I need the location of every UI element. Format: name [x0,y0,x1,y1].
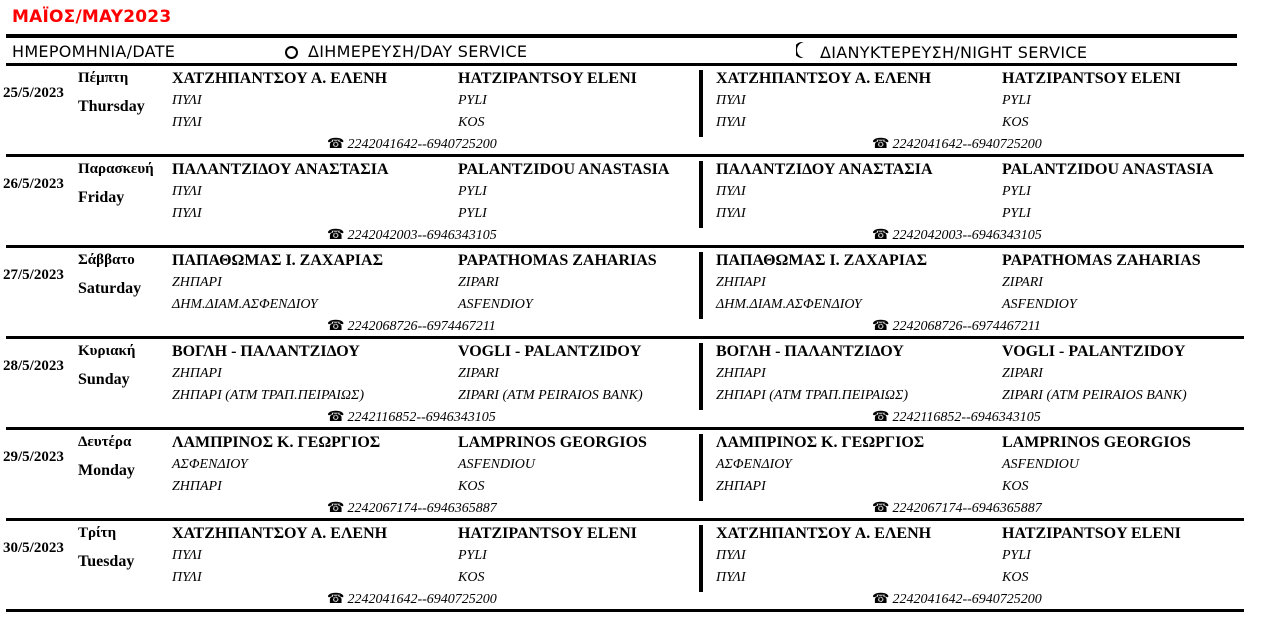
day-address-2-english: KOS [458,570,485,585]
header-date: ΗΜΕΡΟΜΗΝΙΑ/DATE [12,42,176,61]
row-date: 27/5/2023 [3,267,64,283]
day-phone-number: 2242116852--6946343105 [347,410,496,425]
day-pharmacy-name-greek: ΠΑΠΑΘΩΜΑΣ Ι. ΖΑΧΑΡΙΑΣ [172,252,384,269]
day-address-2-english: KOS [458,115,485,130]
night-address-1-english: PYLI [1002,548,1031,563]
night-phone-number: 2242116852--6946343105 [892,410,1041,425]
night-address-2-greek: ΠΥΛΙ [716,570,746,585]
night-pharmacy-name-greek: ΧΑΤΖΗΠΑΝΤΣΟΥ Α. ΕΛΕΝΗ [716,525,932,542]
night-phone [872,318,1041,335]
day-address-1-english: PYLI [458,184,487,199]
header-top-rule [6,34,1237,38]
day-address-2-english: ZIPARI (ATM PEIRAIOS BANK) [458,388,643,403]
night-address-2-english: PYLI [1002,206,1031,221]
night-phone [872,136,1042,153]
row-date: 26/5/2023 [3,176,64,192]
day-pharmacy-name-english: PALANTZIDOU ANASTASIA [458,161,670,178]
day-pharmacy-name-english: PAPATHOMAS ZAHARIAS [458,252,657,269]
row-day-english: Tuesday [78,553,135,570]
night-phone-number: 2242041642--6940725200 [892,137,1042,152]
night-phone-number: 2242067174--6946365887 [892,501,1042,516]
day-phone-number: 2242041642--6940725200 [347,137,497,152]
telephone-icon: ☎ [872,137,890,152]
row-date: 30/5/2023 [3,540,64,556]
night-address-2-greek: ΖΗΠΑΡΙ [716,479,766,494]
day-address-1-greek: ΑΣΦΕΝΔΙΟΥ [172,457,248,472]
row-day-english: Thursday [78,98,145,115]
day-address-1-greek: ΠΥΛΙ [172,184,202,199]
night-address-1-greek: ΑΣΦΕΝΔΙΟΥ [716,457,792,472]
night-pharmacy-name-greek: ΒΟΓΛΗ - ΠΑΛΑΝΤΖΙΔΟΥ [716,343,904,360]
telephone-icon: ☎ [327,501,345,516]
day-address-1-english: ZIPARI [458,275,499,290]
day-phone [327,409,496,426]
row-date: 28/5/2023 [3,358,64,374]
day-address-2-english: KOS [458,479,485,494]
day-phone [327,591,497,608]
night-pharmacy-name-greek: ΠΑΛΑΝΤΖΙΔΟΥ ΑΝΑΣΤΑΣΙΑ [716,161,933,178]
header-day-service-label: ΔΙΗΜΕΡΕΥΣΗ/DAY SERVICE [308,42,528,61]
column-divider [699,343,703,410]
night-address-1-english: ASFENDIOU [1002,457,1079,472]
night-phone-number: 2242042003--6946343105 [892,228,1042,243]
telephone-icon: ☎ [327,319,345,334]
night-address-2-english: KOS [1002,570,1029,585]
day-pharmacy-name-english: HATZIPANTSOY ELENI [458,70,637,87]
row-day-greek: Σάββατο [78,252,135,268]
night-address-1-greek: ΖΗΠΑΡΙ [716,275,766,290]
night-address-2-english: ASFENDIOY [1002,297,1077,312]
night-address-1-greek: ΖΗΠΑΡΙ [716,366,766,381]
table-row [0,521,1265,612]
night-address-1-english: PYLI [1002,184,1031,199]
telephone-icon: ☎ [872,592,890,607]
header-night-service-label: ΔΙΑΝΥΚΤΕΡΕΥΣΗ/NIGHT SERVICE [820,43,1088,62]
night-address-1-greek: ΠΥΛΙ [716,548,746,563]
night-pharmacy-name-greek: ΧΑΤΖΗΠΑΝΤΣΟΥ Α. ΕΛΕΝΗ [716,70,932,87]
day-address-2-greek: ΠΥΛΙ [172,115,202,130]
night-phone [872,591,1042,608]
row-day-english: Friday [78,189,125,206]
telephone-icon: ☎ [327,410,345,425]
night-address-1-english: ZIPARI [1002,366,1043,381]
row-day-greek: Παρασκευή [78,161,154,177]
row-date: 25/5/2023 [3,85,64,101]
day-address-2-english: PYLI [458,206,487,221]
sun-circle-icon [285,46,298,59]
day-phone [327,136,497,153]
telephone-icon: ☎ [327,137,345,152]
day-pharmacy-name-greek: ΧΑΤΖΗΠΑΝΤΣΟΥ Α. ΕΛΕΝΗ [172,70,388,87]
column-divider [699,525,703,592]
day-address-2-greek: ΔΗΜ.ΔΙΑΜ.ΑΣΦΕΝΔΙΟΥ [172,297,318,312]
night-address-2-english: ZIPARI (ATM PEIRAIOS BANK) [1002,388,1187,403]
telephone-icon: ☎ [327,592,345,607]
night-pharmacy-name-english: HATZIPANTSOY ELENI [1002,525,1181,542]
night-address-2-greek: ΔΗΜ.ΔΙΑΜ.ΑΣΦΕΝΔΙΟΥ [716,297,862,312]
telephone-icon: ☎ [872,228,890,243]
day-address-1-english: ZIPARI [458,366,499,381]
day-address-1-greek: ΠΥΛΙ [172,548,202,563]
day-pharmacy-name-greek: ΧΑΤΖΗΠΑΝΤΣΟΥ Α. ΕΛΕΝΗ [172,525,388,542]
day-address-1-english: PYLI [458,548,487,563]
night-phone-number: 2242068726--6974467211 [892,319,1041,334]
column-divider [699,70,703,137]
telephone-icon: ☎ [327,228,345,243]
column-divider [699,161,703,228]
row-day-english: Saturday [78,280,142,297]
day-address-2-greek: ΠΥΛΙ [172,206,202,221]
day-pharmacy-name-greek: ΛΑΜΠΡΙΝΟΣ Κ. ΓΕΩΡΓΙΟΣ [172,434,381,451]
day-phone-number: 2242042003--6946343105 [347,228,497,243]
header-night-service [796,42,1087,62]
night-address-2-greek: ΖΗΠΑΡΙ (ΑΤΜ ΤΡΑΠ.ΠΕΙΡΑΙΩΣ) [716,388,909,403]
night-phone-number: 2242041642--6940725200 [892,592,1042,607]
day-address-1-greek: ΖΗΠΑΡΙ [172,366,222,381]
day-phone [327,318,496,335]
night-address-2-greek: ΠΥΛΙ [716,115,746,130]
crescent-moon-icon [796,42,812,60]
night-address-2-greek: ΠΥΛΙ [716,206,746,221]
night-pharmacy-name-english: HATZIPANTSOY ELENI [1002,70,1181,87]
row-day-greek: Δευτέρα [78,434,132,450]
telephone-icon: ☎ [872,319,890,334]
night-address-1-english: ZIPARI [1002,275,1043,290]
night-pharmacy-name-english: VOGLI - PALANTZIDOY [1002,343,1186,360]
row-separator [6,609,1244,612]
day-phone-number: 2242067174--6946365887 [347,501,497,516]
column-divider [699,434,703,501]
row-day-greek: Τρίτη [78,525,117,541]
column-divider [699,252,703,319]
day-pharmacy-name-greek: ΒΟΓΛΗ - ΠΑΛΑΝΤΖΙΔΟΥ [172,343,360,360]
day-address-2-greek: ΠΥΛΙ [172,570,202,585]
day-pharmacy-name-english: VOGLI - PALANTZIDOY [458,343,642,360]
row-day-greek: Κυριακή [78,343,136,359]
page-title: ΜΑΪΟΣ/MAY2023 [12,7,172,27]
header-day-service [285,42,527,61]
night-address-1-english: PYLI [1002,93,1031,108]
night-phone [872,227,1042,244]
day-address-2-greek: ΖΗΠΑΡΙ [172,479,222,494]
day-address-1-english: PYLI [458,93,487,108]
day-pharmacy-name-english: HATZIPANTSOY ELENI [458,525,637,542]
telephone-icon: ☎ [872,410,890,425]
day-phone-number: 2242068726--6974467211 [347,319,496,334]
day-address-1-english: ASFENDIOU [458,457,535,472]
day-pharmacy-name-english: LAMPRINOS GEORGIOS [458,434,647,451]
day-address-2-greek: ΖΗΠΑΡΙ (ΑΤΜ ΤΡΑΠ.ΠΕΙΡΑΙΩΣ) [172,388,365,403]
telephone-icon: ☎ [872,501,890,516]
day-address-2-english: ASFENDIOY [458,297,533,312]
day-address-1-greek: ΠΥΛΙ [172,93,202,108]
night-phone [872,409,1041,426]
night-pharmacy-name-greek: ΠΑΠΑΘΩΜΑΣ Ι. ΖΑΧΑΡΙΑΣ [716,252,928,269]
row-day-greek: Πέμπτη [78,70,129,86]
day-pharmacy-name-greek: ΠΑΛΑΝΤΖΙΔΟΥ ΑΝΑΣΤΑΣΙΑ [172,161,389,178]
night-address-1-greek: ΠΥΛΙ [716,93,746,108]
row-date: 29/5/2023 [3,449,64,465]
night-pharmacy-name-greek: ΛΑΜΠΡΙΝΟΣ Κ. ΓΕΩΡΓΙΟΣ [716,434,925,451]
row-day-english: Sunday [78,371,130,388]
table-row [0,66,1265,157]
table-row [0,430,1265,521]
day-phone [327,227,497,244]
table-row [0,157,1265,248]
night-address-2-english: KOS [1002,115,1029,130]
row-day-english: Monday [78,462,135,479]
table-row [0,248,1265,339]
day-phone [327,500,497,517]
night-address-2-english: KOS [1002,479,1029,494]
night-pharmacy-name-english: PAPATHOMAS ZAHARIAS [1002,252,1201,269]
night-pharmacy-name-english: LAMPRINOS GEORGIOS [1002,434,1191,451]
table-row [0,339,1265,430]
night-phone [872,500,1042,517]
day-phone-number: 2242041642--6940725200 [347,592,497,607]
day-address-1-greek: ΖΗΠΑΡΙ [172,275,222,290]
night-pharmacy-name-english: PALANTZIDOU ANASTASIA [1002,161,1214,178]
night-address-1-greek: ΠΥΛΙ [716,184,746,199]
